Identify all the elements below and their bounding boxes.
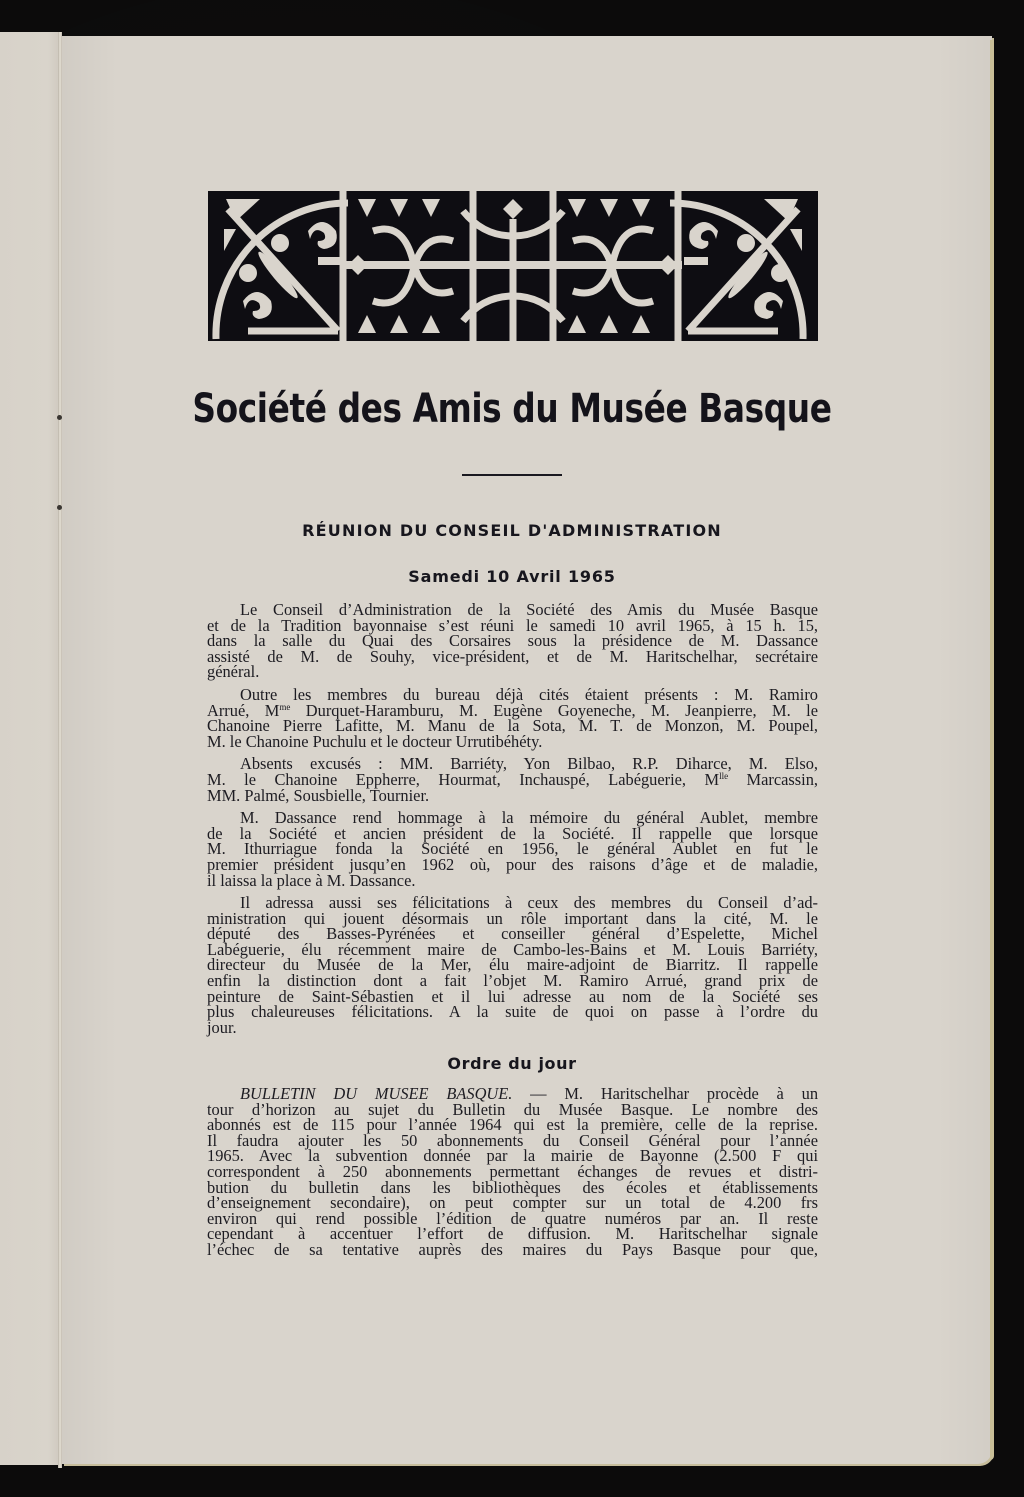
meeting-date: Samedi 10 Avril 1965 (408, 567, 616, 586)
title-divider (462, 474, 562, 476)
paragraph (207, 895, 818, 1035)
text-line: Le Conseil d’Administration de la Société des Amis du Musée Basque (240, 600, 818, 619)
text-line: BULLETIN DU MUSEE BASQUE. — M. Haritschelhar procède à un (240, 1084, 819, 1103)
paragraph (207, 602, 818, 680)
left-page-edge (0, 32, 60, 1465)
text-line: et de la Tradition bayonnaise s’est réuni le samedi 10 avril 1965, à 15 h. 15, (207, 615, 818, 635)
text-line: Outre les membres du bureau déjà cités étaient présents : M. Ramiro (240, 684, 818, 704)
page-edge (990, 40, 994, 1460)
text-line: abonnés est de 115 pour l’année 1964 qui est la première, celle de la reprise. (207, 1115, 818, 1135)
text-line: Labéguerie, élu récemment maire de Cambo-les-Bains et M. Louis Barriéty, (207, 939, 818, 959)
agenda-item-title: BULLETIN DU MUSEE BASQUE. (240, 1084, 513, 1103)
text-line: il laissa la place à M. Dassance. (207, 870, 416, 890)
text-line: Il adressa aussi ses félicitations à ceux des membres du Conseil d’ad- (240, 893, 818, 913)
superscript-abbrev: me (279, 701, 291, 712)
text-line: M. Ithurriague fonda la Société en 1956, le général Aublet en fut le (207, 839, 818, 859)
text-line: plus chaleureuses félicitations. A la suite de quoi on passe à l’ordre du (207, 1002, 818, 1022)
binding-stitch (57, 505, 62, 510)
text-line: général. (207, 662, 260, 682)
text-line: d’enseignement secondaire), on peut compter sur un total de 4.200 frs (207, 1193, 818, 1213)
text-line: bution du bulletin dans les bibliothèques des écoles et établissements (207, 1177, 818, 1197)
superscript-abbrev: lle (719, 770, 729, 781)
text-line: environ qui rend possible l’édition de quatre numéros par an. Il reste (207, 1208, 818, 1228)
text-line: l’échec de sa tentative auprès des maires du Pays Basque pour que, (207, 1239, 818, 1259)
paragraph (207, 810, 818, 888)
agenda-paragraph (207, 1086, 818, 1258)
binding-stitch (57, 415, 62, 420)
text-line: M. le Chanoine Puchulu et le docteur Urrutibéhéty. (207, 731, 543, 751)
text-line: assisté de M. de Souhy, vice-président, et de M. Haritschelhar, secrétaire (207, 646, 818, 666)
agenda-heading: Ordre du jour (447, 1054, 577, 1073)
text-line: peinture de Saint-Sébastien et il lui adresse au nom de la Société ses (207, 986, 818, 1006)
paragraph (207, 684, 818, 751)
meeting-heading: RÉUNION DU CONSEIL D'ADMINISTRATION (302, 521, 722, 540)
text-line: de la Société et ancien président de la Société. Il rappelle que lorsque (207, 823, 818, 843)
text-line: MM. Palmé, Sousbielle, Tournier. (207, 785, 430, 805)
agenda-body (207, 1086, 818, 1265)
text-line: député des Basses-Pyrénées et conseiller général d’Espelette, Michel (207, 924, 818, 944)
paragraph (207, 756, 818, 803)
minutes-body (207, 602, 818, 1042)
basque-ornament-graphic (208, 191, 818, 341)
text-line: 1965. Avec la subvention donnée par la mairie de Bayonne (2.500 F qui (207, 1146, 818, 1166)
decorative-frieze (208, 191, 818, 341)
text-line: Chanoine Pierre Lafitte, M. Manu de la Sota, M. T. de Monzon, M. Poupel, (207, 716, 818, 736)
text-line: Arrué, $M^{me}$ Durquet-Haramburu, M. Eugène Goyeneche, M. Jeanpierre, M. le (207, 700, 818, 720)
text-line: enfin la distinction dont a fait l’objet M. Ramiro Arrué, grand prix de (207, 971, 818, 991)
text-line: premier président jusqu’en 1962 où, pour des raisons d’âge et de maladie, (207, 854, 818, 874)
page-title: Société des Amis du Musée Basque (192, 386, 832, 432)
text-line: M. le Chanoine Eppherre, Hourmat, Inchauspé, Labéguerie, $M^{lle}$ Marcassin, (207, 769, 818, 789)
binding-spine (58, 32, 62, 1468)
text-line: Il faudra ajouter les 50 abonnements du Conseil Général pour l’année (207, 1130, 818, 1150)
text-line: ministration qui jouent désormais un rôle important dans la cité, M. le (207, 908, 818, 928)
text-line: tour d’horizon au sujet du Bulletin du Musée Basque. Le nombre des (207, 1099, 818, 1119)
text-line: M. Dassance rend hommage à la mémoire du général Aublet, membre (240, 808, 818, 828)
text-line: cependant à accentuer l’effort de diffusion. M. Haritschelhar signale (207, 1224, 818, 1244)
text-line: jour. (207, 1017, 237, 1037)
text-line: directeur du Musée de la Mer, élu maire-adjoint de Biarritz. Il rappelle (207, 955, 818, 975)
text-line: correspondent à 250 abonnements permettant échanges de revues et distri- (207, 1161, 818, 1181)
text-line: dans la salle du Quai des Corsaires sous la présidence de M. Dassance (207, 631, 818, 651)
text-line: Absents excusés : MM. Barriéty, Yon Bilbao, R.P. Diharce, M. Elso, (240, 754, 818, 774)
